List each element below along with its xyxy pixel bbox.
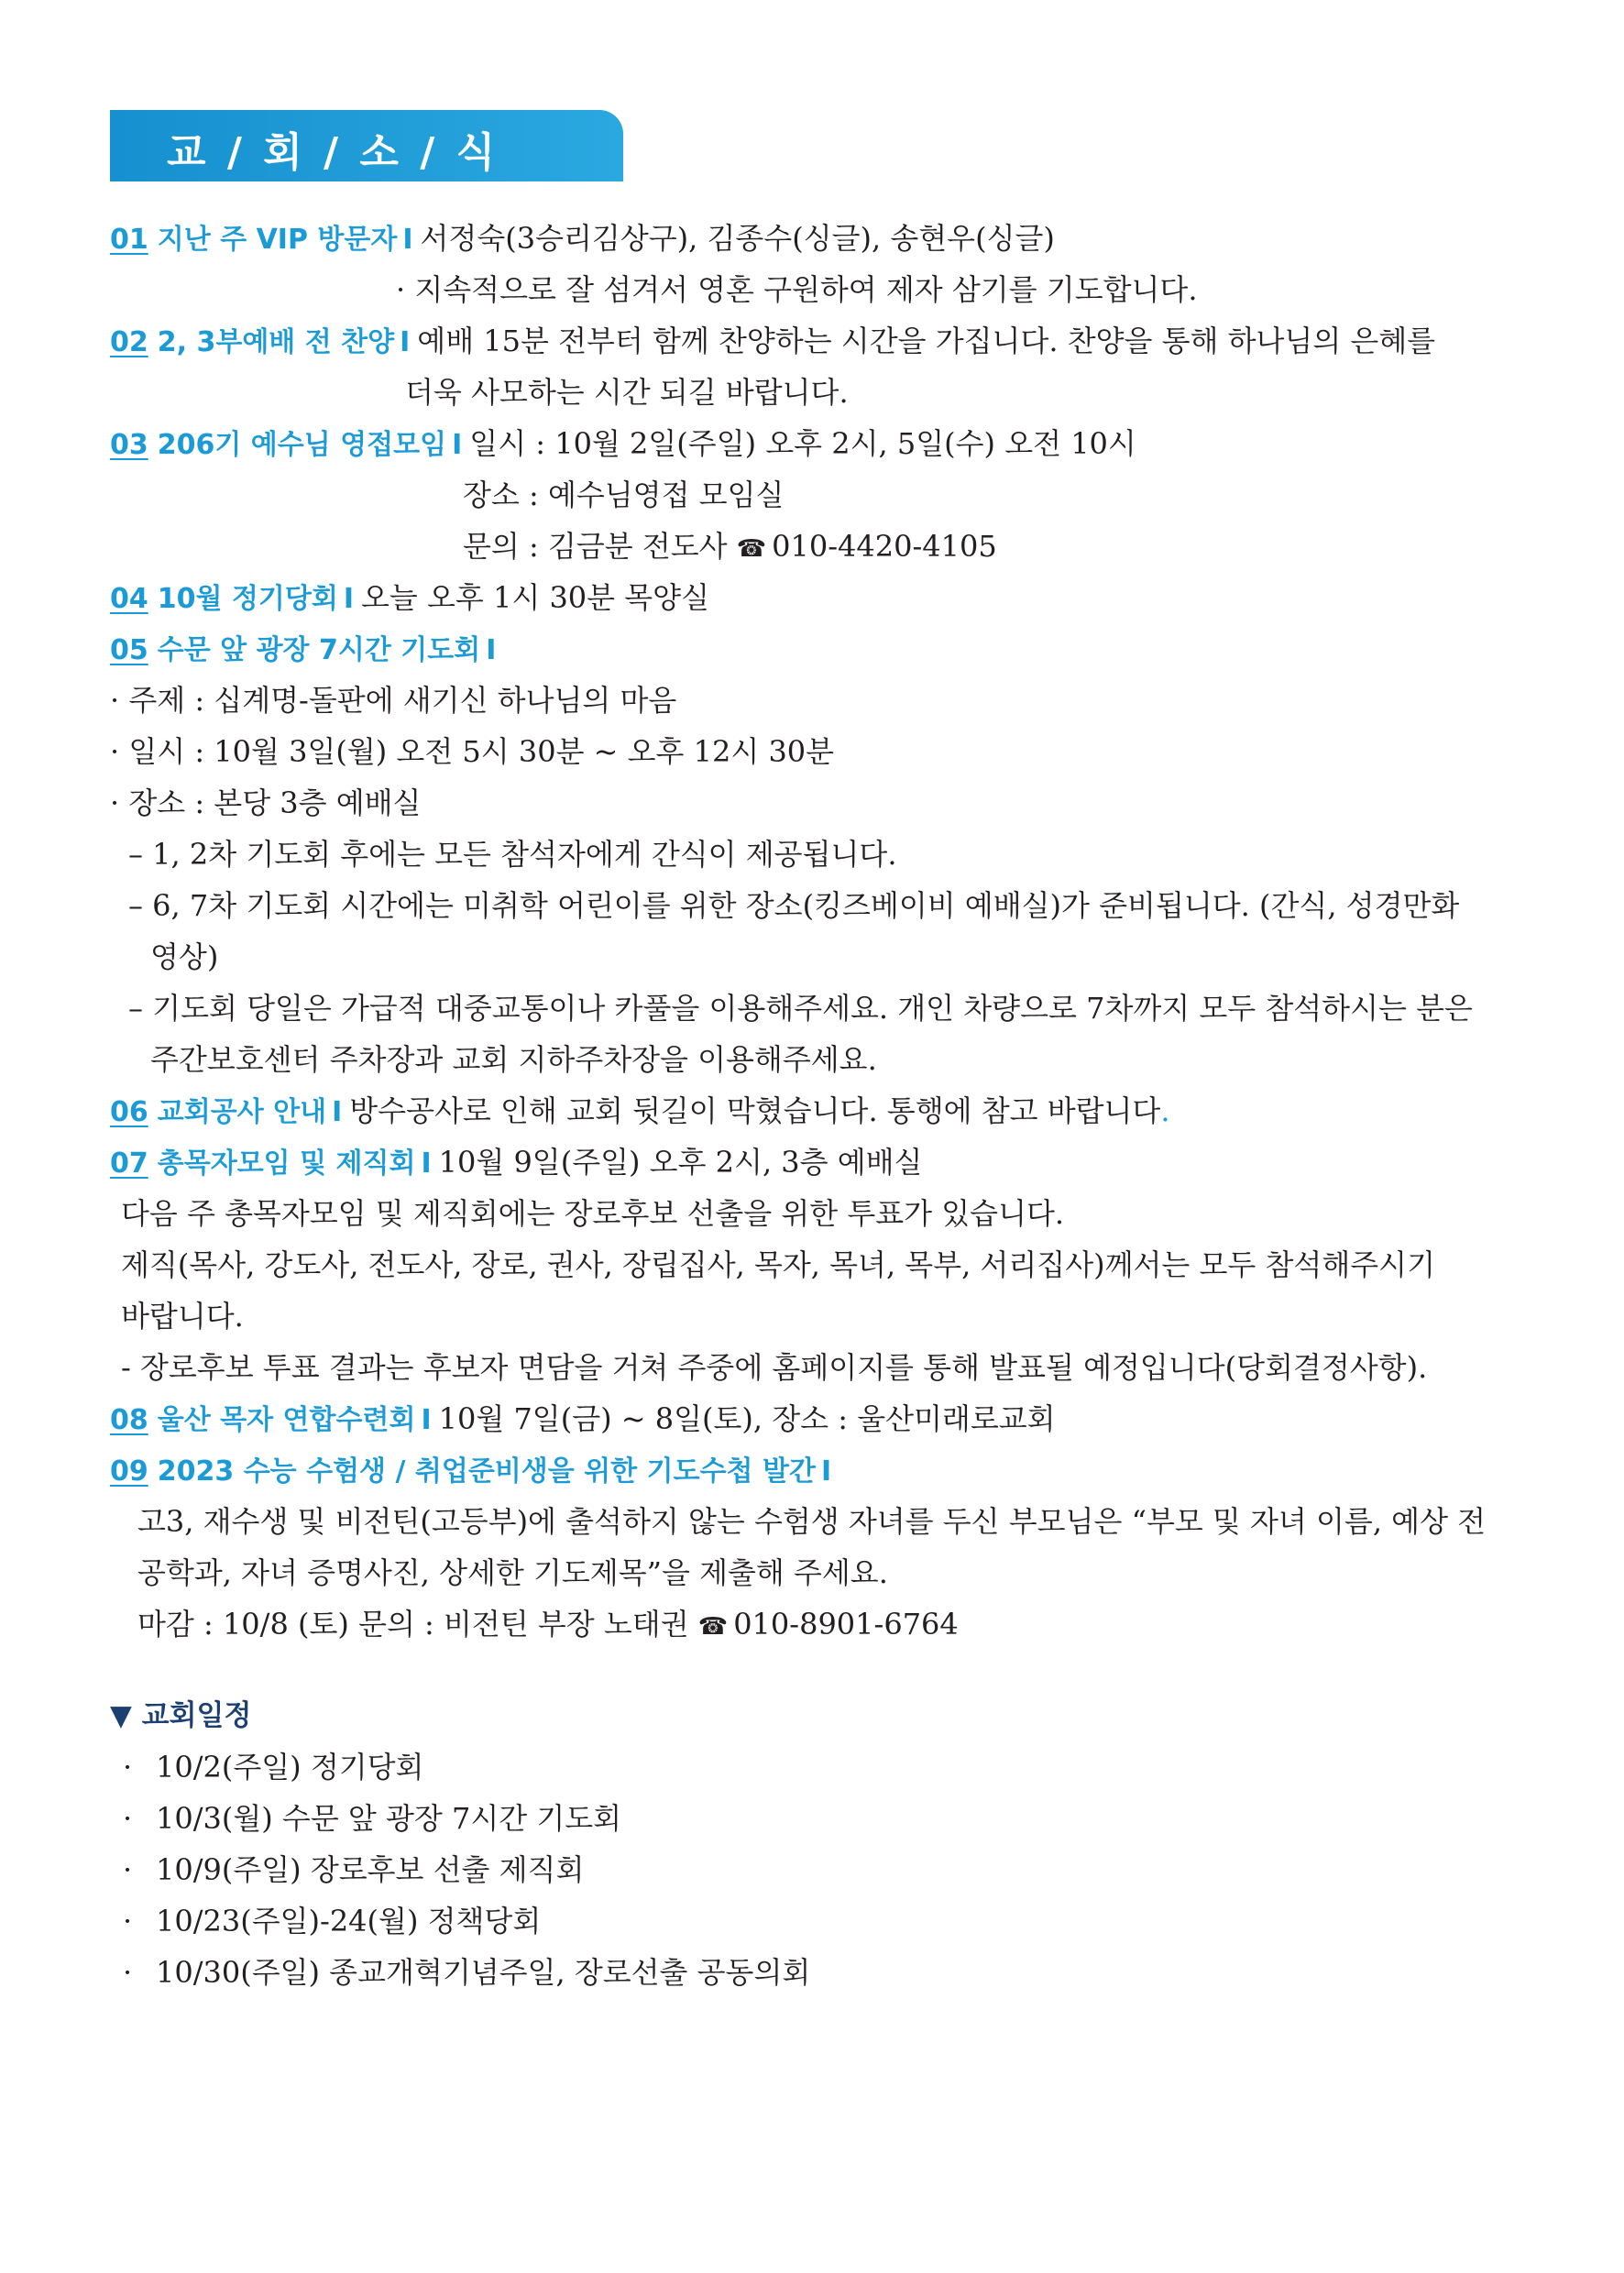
prayer-note-cont: 영상) [150, 939, 219, 974]
schedule-entry: 10/2(주일) 정기당회 [156, 1750, 424, 1784]
item-separator: I [402, 224, 413, 256]
item-separator: I [421, 1147, 432, 1180]
contact-phone: 010-4420-4105 [772, 529, 997, 564]
announcement-07 [110, 1136, 1521, 1188]
item-text: 예배 15분 전부터 함께 찬양하는 시간을 가집니다. 찬양을 통해 하나님의 은혜를 [417, 324, 1436, 358]
item-text: 10월 7일(금) ~ 8일(토), 장소 : 울산미래로교회 [438, 1401, 1056, 1436]
item-number: 06 [110, 1096, 148, 1128]
announcement-06 [110, 1085, 1521, 1136]
announcement-02 [110, 315, 1521, 367]
schedule-entry: 10/9(주일) 장로후보 선출 제직회 [156, 1852, 585, 1887]
item-title: 총목자모임 및 제직회 [157, 1147, 416, 1180]
booklet-deadline [110, 1598, 1521, 1650]
meeting-note: - 장로후보 투표 결과는 후보자 면담을 거쳐 주중에 홈페이지를 통해 발표될 예정입니다(당회결정사항). [121, 1350, 1428, 1385]
item-separator: I [332, 1096, 343, 1128]
item-separator: I [421, 1404, 432, 1436]
announcement-09 [110, 1444, 1521, 1496]
bullet-icon: · [123, 1904, 133, 1938]
phone-icon: ☎ [736, 535, 767, 563]
item-title: 지난 주 VIP 방문자 [157, 224, 398, 256]
item-title: 10월 정기당회 [157, 583, 338, 615]
item-number: 07 [110, 1147, 148, 1180]
schedule-entry: 10/23(주일)-24(월) 정책당회 [156, 1904, 542, 1938]
meeting-note-cont: 바랍니다. [121, 1299, 244, 1334]
item-separator: I [452, 429, 463, 461]
item-number: 05 [110, 634, 148, 666]
item-separator: I [343, 583, 355, 615]
announcement-04 [110, 572, 1521, 623]
item-title: 수문 앞 광장 7시간 기도회 [157, 634, 481, 666]
phone-icon: ☎ [697, 1613, 729, 1641]
schedule-item [110, 1741, 1521, 1793]
schedule-item [110, 1844, 1521, 1895]
bullet-icon: · [123, 1801, 133, 1836]
item-title: 2, 3부예배 전 찬양 [157, 326, 395, 358]
announcement-01-cont: · 지속적으로 잘 섬겨서 영혼 구원하여 제자 삼기를 기도합니다. [396, 272, 1198, 307]
announcement-03 [110, 418, 1521, 469]
item-number: 09 [110, 1455, 148, 1488]
bullet-icon: · [123, 1750, 133, 1784]
schedule-entry: 10/30(주일) 종교개혁기념주일, 장로선출 공동의회 [156, 1955, 811, 1990]
prayer-place: · 장소 : 본당 3층 예배실 [110, 785, 422, 820]
section-banner [110, 110, 623, 181]
item-title: 교회공사 안내 [157, 1096, 327, 1128]
bullet-icon: · [123, 1852, 133, 1887]
meeting-note: 제직(목사, 강도사, 전도사, 장로, 권사, 장립집사, 목자, 목녀, 목부, 서리집사)께서는 모두 참석해주시기 [121, 1247, 1435, 1282]
announcement-05 [110, 623, 1521, 675]
item-separator: I [486, 634, 497, 666]
prayer-note-cont: 주간보호센터 주차장과 교회 지하주차장을 이용해주세요. [150, 1042, 877, 1077]
bullet-icon: · [123, 1955, 133, 1990]
announcements [110, 213, 1521, 1998]
item-text: 10월 9일(주일) 오후 2시, 3층 예배실 [438, 1145, 923, 1180]
item-text-end: . [1160, 1093, 1170, 1128]
item-text: 오늘 오후 1시 30분 목양실 [361, 580, 709, 615]
item-number: 03 [110, 429, 148, 461]
item-title: 206기 예수님 영접모임 [157, 429, 447, 461]
prayer-note: – 기도회 당일은 가급적 대중교통이나 카풀을 이용해주세요. 개인 차량으로 7차까지 모두 참석하시는 분은 [128, 991, 1473, 1026]
announcement-03-place: 장소 : 예수님영접 모임실 [463, 478, 785, 512]
schedule-item [110, 1793, 1521, 1844]
item-text: 방수공사로 인해 교회 뒷길이 막혔습니다. 통행에 참고 바랍니다 [349, 1093, 1161, 1128]
item-text: 서정숙(3승리김상구), 김종수(싱글), 송현우(싱글) [420, 221, 1055, 256]
announcement-02-cont: 더욱 사모하는 시간 되길 바랍니다. [405, 375, 849, 410]
schedule-item [110, 1895, 1521, 1947]
item-number: 08 [110, 1404, 148, 1436]
item-text: 일시 : 10월 2일(주일) 오후 2시, 5일(수) 오전 10시 [469, 426, 1136, 461]
item-separator: I [820, 1455, 832, 1488]
deadline-label: 마감 : 10/8 (토) 문의 : 비전틴 부장 노태권 [137, 1607, 689, 1642]
deadline-phone: 010-8901-6764 [733, 1607, 959, 1642]
item-number: 01 [110, 224, 148, 256]
announcement-01 [110, 213, 1521, 264]
item-title: 2023 수능 수험생 / 취업준비생을 위한 기도수첩 발간 [157, 1455, 816, 1488]
meeting-note: 다음 주 총목자모임 및 제직회에는 장로후보 선출을 위한 투표가 있습니다. [121, 1196, 1065, 1231]
schedule-entry: 10/3(월) 수문 앞 광장 7시간 기도회 [156, 1801, 622, 1836]
announcement-08 [110, 1393, 1521, 1444]
schedule-title: 교회일정 [141, 1699, 252, 1732]
section-title: 교 / 회 / 소 / 식 [167, 129, 499, 176]
booklet-note-cont: 공학과, 자녀 증명사진, 상세한 기도제목”을 제출해 주세요. [137, 1555, 888, 1590]
prayer-note: – 1, 2차 기도회 후에는 모든 참석자에게 간식이 제공됩니다. [128, 837, 897, 872]
item-number: 02 [110, 326, 148, 358]
schedule-heading [110, 1690, 1521, 1741]
prayer-date: · 일시 : 10월 3일(월) 오전 5시 30분 ~ 오후 12시 30분 [110, 734, 835, 769]
schedule-item [110, 1947, 1521, 1998]
prayer-note: – 6, 7차 기도회 시간에는 미취학 어린이를 위한 장소(킹즈베이비 예배실)가 준비됩니다. (간식, 성경만화 [128, 888, 1460, 923]
triangle-down-icon: ▼ [110, 1699, 132, 1732]
item-number: 04 [110, 583, 148, 615]
item-title: 울산 목자 연합수련회 [157, 1404, 416, 1436]
prayer-topic: · 주제 : 십계명-돌판에 새기신 하나님의 마음 [110, 683, 677, 718]
announcement-03-contact [110, 521, 1521, 572]
item-separator: I [400, 326, 411, 358]
booklet-note: 고3, 재수생 및 비전틴(고등부)에 출석하지 않는 수험생 자녀를 두신 부모님은 “부모 및 자녀 이름, 예상 전 [137, 1504, 1487, 1539]
contact-label: 문의 : 김금분 전도사 [463, 529, 728, 564]
